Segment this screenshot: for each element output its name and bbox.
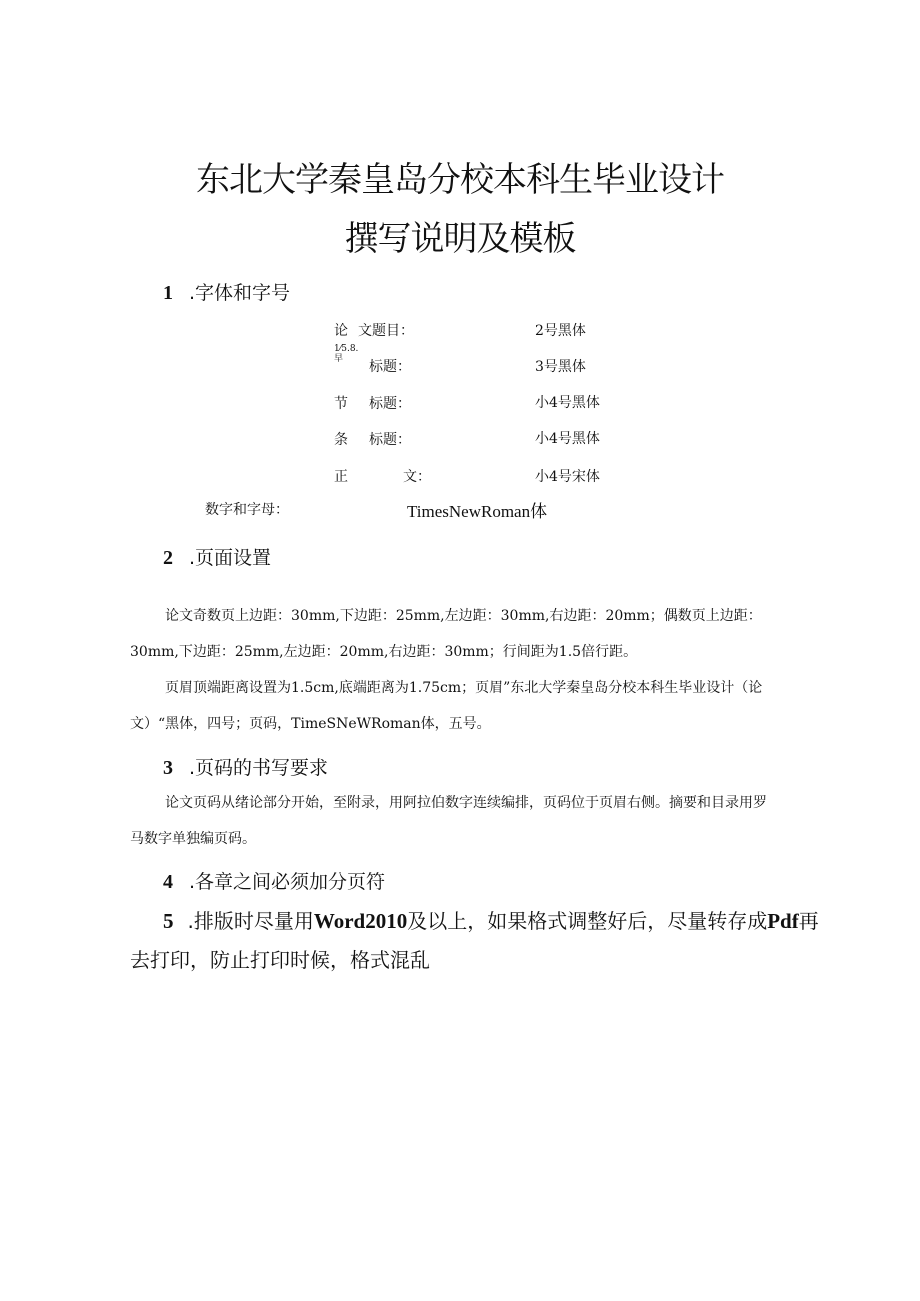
section-5-line2: 去打印，防止打印时候，格式混乱 — [130, 948, 430, 972]
section-title: .页面设置 — [189, 547, 272, 569]
page-title: 东北大学秦皇岛分校本科生毕业设计 — [196, 160, 724, 200]
paragraph-line: 马数字单独编页码。 — [130, 831, 256, 847]
section-number: 5 — [163, 909, 174, 933]
paragraph-line: 页眉顶端距离设置为1.5cm,底端距离为1.75cm；页眉”东北大学秦皇岛分校本科生毕业设计（论 — [165, 680, 763, 696]
section-title: .字体和字号 — [189, 282, 291, 304]
section-1-heading — [163, 278, 290, 305]
pdf-label: Pdf — [767, 909, 799, 933]
table-row-label-a: 1⁄5.8.早 — [334, 344, 359, 364]
table-row-label-b: 标题： — [369, 432, 411, 448]
digits-value: TimesNewRoman体 — [407, 502, 548, 521]
section-4-heading — [163, 867, 385, 894]
table-row-label-b: 文题目： — [358, 323, 414, 339]
word-version: Word2010 — [313, 909, 408, 933]
section-title: .各章之间必须加分页符 — [189, 871, 386, 893]
section-number: 1 — [163, 282, 173, 304]
table-row-value: 小4号黑体 — [535, 431, 600, 447]
table-row-label-b: 标题： — [369, 359, 411, 375]
table-row-value: 小4号黑体 — [535, 395, 600, 411]
section-title: .页码的书写要求 — [189, 757, 329, 779]
section-number: 2 — [163, 547, 173, 569]
table-row-label-a: 论 — [334, 323, 348, 339]
section-number: 4 — [163, 871, 173, 893]
page-subtitle: 撰写说明及模板 — [344, 219, 576, 259]
table-row-label-b: 标题： — [369, 396, 411, 412]
table-row-value: 小4号宋体 — [535, 469, 600, 485]
digits-label: 数字和字母： — [205, 502, 289, 518]
section-number: 3 — [163, 757, 173, 779]
section-3-heading — [163, 753, 328, 780]
table-row-value: 2号黑体 — [535, 323, 586, 339]
section-2-heading — [163, 543, 271, 570]
table-row-label-a: 正 — [334, 469, 348, 485]
table-row-label-a: 节 — [334, 396, 348, 412]
paragraph-line: 30mm,下边距：25mm,左边距：20mm,右边距：30mm；行间距为1.5倍行距。 — [130, 644, 638, 660]
table-row-value: 3号黑体 — [535, 359, 586, 375]
paragraph-line: 论文奇数页上边距：30mm,下边距：25mm,左边距：30mm,右边距：20mm；偶数页上边距： — [165, 608, 762, 624]
paragraph-line: 论文页码从绪论部分开始，至附录，用阿拉伯数字连续编排，页码位于页眉右侧。摘要和目录用罗 — [165, 795, 767, 811]
section-5-heading — [163, 902, 819, 940]
table-row-label-b: 文： — [403, 469, 431, 485]
section-title-cont: 及以上，如果格式调整好后，尽量转存成 — [407, 909, 768, 933]
paragraph-line: 文）“黑体，四号；页码，TimeSNeWRoman体，五号。 — [130, 716, 491, 732]
section-title-end: 再 — [798, 909, 819, 933]
section-title: .排版时尽量用 — [187, 909, 314, 933]
table-row-label-a: 条 — [334, 432, 348, 448]
